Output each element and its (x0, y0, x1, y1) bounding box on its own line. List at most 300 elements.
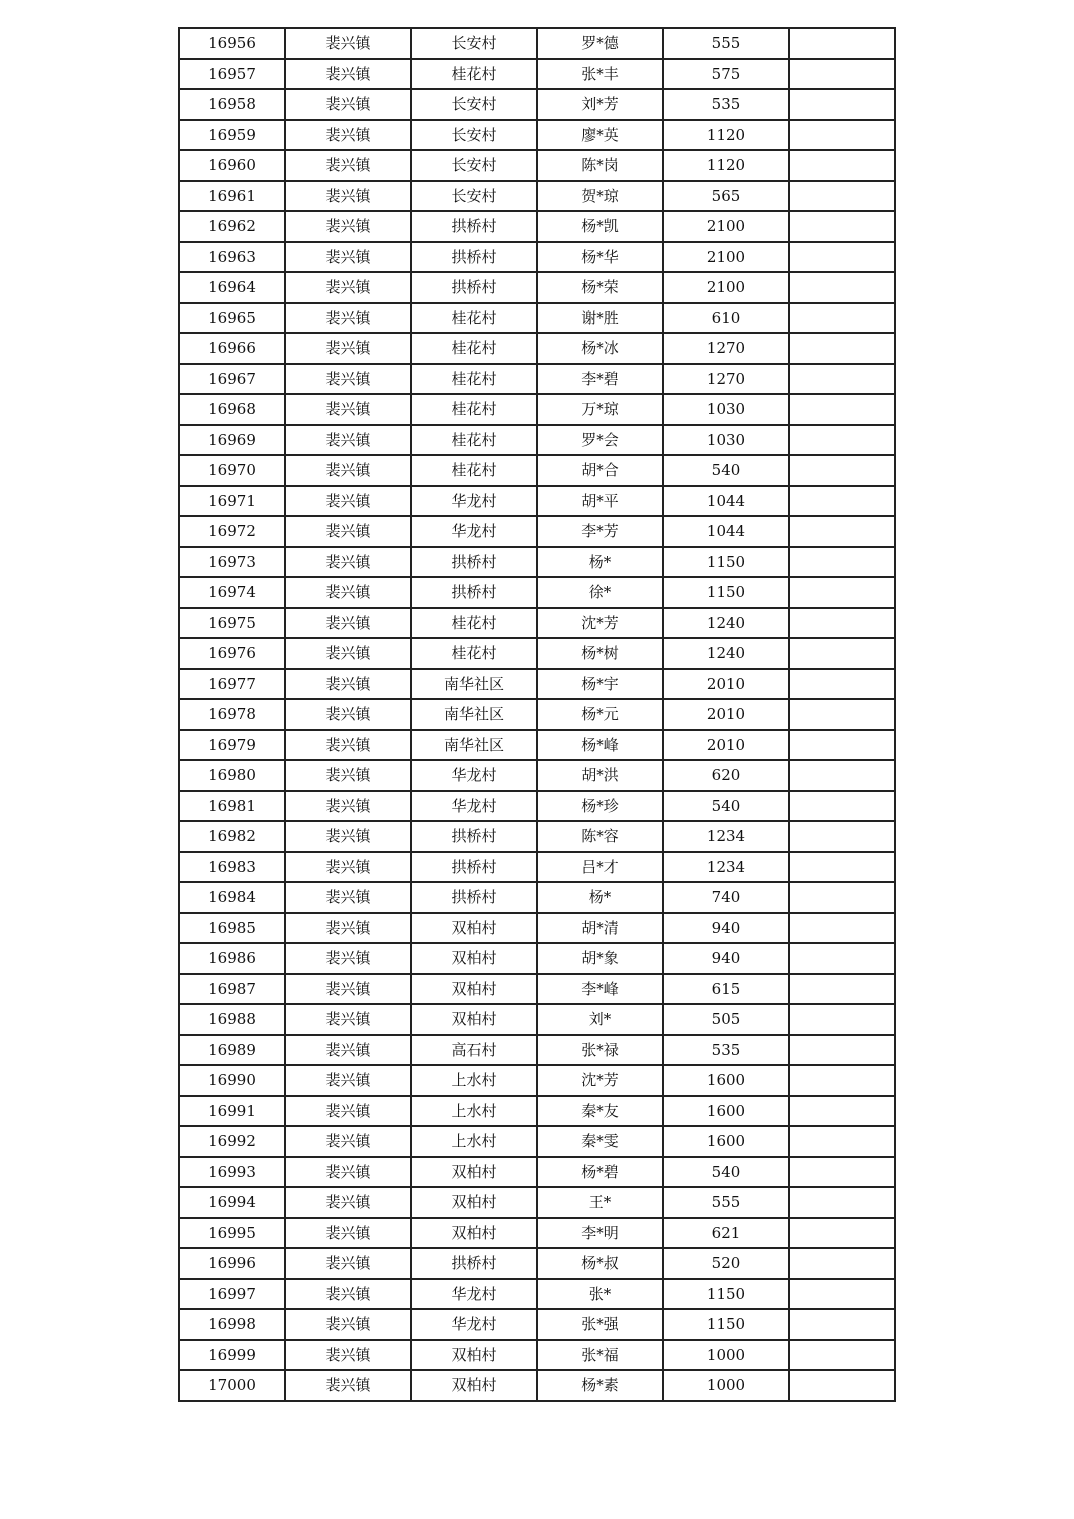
serial-number-cell: 16999 (179, 1340, 285, 1371)
village-cell: 桂花村 (411, 303, 537, 334)
serial-number-cell: 16992 (179, 1126, 285, 1157)
village-cell: 华龙村 (411, 760, 537, 791)
name-cell: 罗*德 (537, 28, 663, 59)
town-cell: 裴兴镇 (285, 1065, 411, 1096)
town-cell: 裴兴镇 (285, 730, 411, 761)
table-row (179, 120, 895, 151)
serial-number-cell: 16979 (179, 730, 285, 761)
village-cell: 桂花村 (411, 608, 537, 639)
table-row (179, 1004, 895, 1035)
name-cell: 杨*冰 (537, 333, 663, 364)
town-cell: 裴兴镇 (285, 272, 411, 303)
name-cell: 罗*会 (537, 425, 663, 456)
table-row (179, 913, 895, 944)
name-cell: 刘*芳 (537, 89, 663, 120)
note-cell (789, 1065, 895, 1096)
note-cell (789, 791, 895, 822)
table-row (179, 608, 895, 639)
village-cell: 桂花村 (411, 364, 537, 395)
amount-cell: 540 (663, 791, 789, 822)
note-cell (789, 821, 895, 852)
village-cell: 拱桥村 (411, 272, 537, 303)
name-cell: 沈*芳 (537, 608, 663, 639)
village-cell: 南华社区 (411, 669, 537, 700)
table-row (179, 821, 895, 852)
amount-cell: 2010 (663, 699, 789, 730)
note-cell (789, 974, 895, 1005)
village-cell: 华龙村 (411, 791, 537, 822)
note-cell (789, 211, 895, 242)
amount-cell: 1600 (663, 1096, 789, 1127)
amount-cell: 1240 (663, 638, 789, 669)
town-cell: 裴兴镇 (285, 760, 411, 791)
note-cell (789, 852, 895, 883)
village-cell: 长安村 (411, 181, 537, 212)
table-row (179, 89, 895, 120)
serial-number-cell: 16967 (179, 364, 285, 395)
name-cell: 李*碧 (537, 364, 663, 395)
name-cell: 秦*友 (537, 1096, 663, 1127)
amount-cell: 520 (663, 1248, 789, 1279)
serial-number-cell: 16997 (179, 1279, 285, 1310)
serial-number-cell: 16963 (179, 242, 285, 273)
town-cell: 裴兴镇 (285, 364, 411, 395)
name-cell: 杨*峰 (537, 730, 663, 761)
table-row (179, 974, 895, 1005)
table-row (179, 272, 895, 303)
town-cell: 裴兴镇 (285, 882, 411, 913)
village-cell: 桂花村 (411, 59, 537, 90)
town-cell: 裴兴镇 (285, 1096, 411, 1127)
note-cell (789, 364, 895, 395)
serial-number-cell: 17000 (179, 1370, 285, 1401)
village-cell: 长安村 (411, 150, 537, 181)
note-cell (789, 59, 895, 90)
serial-number-cell: 16956 (179, 28, 285, 59)
table-row (179, 1370, 895, 1401)
name-cell: 廖*英 (537, 120, 663, 151)
name-cell: 张*丰 (537, 59, 663, 90)
serial-number-cell: 16974 (179, 577, 285, 608)
name-cell: 谢*胜 (537, 303, 663, 334)
table-row (179, 852, 895, 883)
note-cell (789, 1370, 895, 1401)
note-cell (789, 1309, 895, 1340)
note-cell (789, 242, 895, 273)
table-row (179, 943, 895, 974)
amount-cell: 505 (663, 1004, 789, 1035)
serial-number-cell: 16985 (179, 913, 285, 944)
name-cell: 李*芳 (537, 516, 663, 547)
village-cell: 长安村 (411, 120, 537, 151)
name-cell: 杨*荣 (537, 272, 663, 303)
note-cell (789, 1187, 895, 1218)
table-row (179, 333, 895, 364)
name-cell: 胡*合 (537, 455, 663, 486)
town-cell: 裴兴镇 (285, 150, 411, 181)
serial-number-cell: 16971 (179, 486, 285, 517)
name-cell: 万*琼 (537, 394, 663, 425)
note-cell (789, 394, 895, 425)
note-cell (789, 1340, 895, 1371)
name-cell: 李*峰 (537, 974, 663, 1005)
town-cell: 裴兴镇 (285, 242, 411, 273)
table-row (179, 1126, 895, 1157)
name-cell: 杨*树 (537, 638, 663, 669)
name-cell: 胡*象 (537, 943, 663, 974)
amount-cell: 1270 (663, 333, 789, 364)
serial-number-cell: 16973 (179, 547, 285, 578)
note-cell (789, 303, 895, 334)
village-cell: 拱桥村 (411, 547, 537, 578)
name-cell: 沈*芳 (537, 1065, 663, 1096)
table-row (179, 547, 895, 578)
amount-cell: 1044 (663, 486, 789, 517)
note-cell (789, 882, 895, 913)
amount-cell: 615 (663, 974, 789, 1005)
serial-number-cell: 16965 (179, 303, 285, 334)
amount-cell: 1150 (663, 1279, 789, 1310)
table-row (179, 181, 895, 212)
village-cell: 桂花村 (411, 394, 537, 425)
note-cell (789, 486, 895, 517)
amount-cell: 940 (663, 943, 789, 974)
town-cell: 裴兴镇 (285, 1187, 411, 1218)
note-cell (789, 913, 895, 944)
name-cell: 秦*雯 (537, 1126, 663, 1157)
village-cell: 上水村 (411, 1126, 537, 1157)
table-row (179, 1218, 895, 1249)
village-cell: 华龙村 (411, 516, 537, 547)
town-cell: 裴兴镇 (285, 486, 411, 517)
table-row (179, 1340, 895, 1371)
note-cell (789, 333, 895, 364)
note-cell (789, 89, 895, 120)
table-row (179, 455, 895, 486)
serial-number-cell: 16994 (179, 1187, 285, 1218)
note-cell (789, 577, 895, 608)
serial-number-cell: 16975 (179, 608, 285, 639)
amount-cell: 555 (663, 1187, 789, 1218)
village-cell: 双柏村 (411, 974, 537, 1005)
amount-cell: 940 (663, 913, 789, 944)
village-cell: 双柏村 (411, 1218, 537, 1249)
village-cell: 桂花村 (411, 455, 537, 486)
name-cell: 杨*凯 (537, 211, 663, 242)
amount-cell: 540 (663, 455, 789, 486)
town-cell: 裴兴镇 (285, 699, 411, 730)
table-row (179, 425, 895, 456)
table-row (179, 486, 895, 517)
amount-cell: 540 (663, 1157, 789, 1188)
table-row (179, 303, 895, 334)
amount-cell: 1030 (663, 394, 789, 425)
village-cell: 拱桥村 (411, 852, 537, 883)
amount-cell: 1150 (663, 547, 789, 578)
amount-cell: 575 (663, 59, 789, 90)
name-cell: 杨*素 (537, 1370, 663, 1401)
table-row (179, 150, 895, 181)
amount-cell: 1234 (663, 821, 789, 852)
name-cell: 杨*宇 (537, 669, 663, 700)
village-cell: 高石村 (411, 1035, 537, 1066)
town-cell: 裴兴镇 (285, 1279, 411, 1310)
note-cell (789, 425, 895, 456)
serial-number-cell: 16984 (179, 882, 285, 913)
serial-number-cell: 16990 (179, 1065, 285, 1096)
name-cell: 徐* (537, 577, 663, 608)
note-cell (789, 1279, 895, 1310)
village-cell: 拱桥村 (411, 242, 537, 273)
note-cell (789, 1126, 895, 1157)
town-cell: 裴兴镇 (285, 1004, 411, 1035)
town-cell: 裴兴镇 (285, 943, 411, 974)
serial-number-cell: 16961 (179, 181, 285, 212)
table-row (179, 516, 895, 547)
roster-table (178, 27, 896, 1402)
amount-cell: 1000 (663, 1370, 789, 1401)
name-cell: 杨* (537, 882, 663, 913)
serial-number-cell: 16991 (179, 1096, 285, 1127)
note-cell (789, 547, 895, 578)
village-cell: 桂花村 (411, 425, 537, 456)
note-cell (789, 699, 895, 730)
name-cell: 吕*才 (537, 852, 663, 883)
serial-number-cell: 16972 (179, 516, 285, 547)
name-cell: 杨*华 (537, 242, 663, 273)
name-cell: 陈*岗 (537, 150, 663, 181)
serial-number-cell: 16976 (179, 638, 285, 669)
note-cell (789, 669, 895, 700)
table-row (179, 394, 895, 425)
table-row (179, 364, 895, 395)
serial-number-cell: 16978 (179, 699, 285, 730)
town-cell: 裴兴镇 (285, 852, 411, 883)
town-cell: 裴兴镇 (285, 974, 411, 1005)
table-row (179, 760, 895, 791)
note-cell (789, 516, 895, 547)
town-cell: 裴兴镇 (285, 638, 411, 669)
amount-cell: 565 (663, 181, 789, 212)
table-row (179, 1035, 895, 1066)
town-cell: 裴兴镇 (285, 1218, 411, 1249)
serial-number-cell: 16996 (179, 1248, 285, 1279)
amount-cell: 555 (663, 28, 789, 59)
amount-cell: 1120 (663, 120, 789, 151)
village-cell: 长安村 (411, 89, 537, 120)
village-cell: 拱桥村 (411, 577, 537, 608)
village-cell: 长安村 (411, 28, 537, 59)
town-cell: 裴兴镇 (285, 1370, 411, 1401)
table-row (179, 730, 895, 761)
name-cell: 胡*平 (537, 486, 663, 517)
town-cell: 裴兴镇 (285, 181, 411, 212)
village-cell: 双柏村 (411, 1370, 537, 1401)
amount-cell: 610 (663, 303, 789, 334)
village-cell: 双柏村 (411, 913, 537, 944)
note-cell (789, 943, 895, 974)
roster-table-body (179, 28, 895, 1401)
name-cell: 贺*琼 (537, 181, 663, 212)
amount-cell: 1600 (663, 1065, 789, 1096)
table-row (179, 1279, 895, 1310)
note-cell (789, 730, 895, 761)
note-cell (789, 608, 895, 639)
note-cell (789, 272, 895, 303)
serial-number-cell: 16988 (179, 1004, 285, 1035)
name-cell: 陈*容 (537, 821, 663, 852)
amount-cell: 2100 (663, 242, 789, 273)
name-cell: 杨* (537, 547, 663, 578)
name-cell: 杨*元 (537, 699, 663, 730)
note-cell (789, 120, 895, 151)
amount-cell: 1044 (663, 516, 789, 547)
table-row (179, 1065, 895, 1096)
village-cell: 华龙村 (411, 486, 537, 517)
table-row (179, 1187, 895, 1218)
note-cell (789, 1218, 895, 1249)
table-row (179, 791, 895, 822)
amount-cell: 2100 (663, 272, 789, 303)
table-row (179, 1157, 895, 1188)
town-cell: 裴兴镇 (285, 1157, 411, 1188)
town-cell: 裴兴镇 (285, 303, 411, 334)
amount-cell: 535 (663, 1035, 789, 1066)
note-cell (789, 181, 895, 212)
town-cell: 裴兴镇 (285, 1340, 411, 1371)
table-row (179, 211, 895, 242)
town-cell: 裴兴镇 (285, 669, 411, 700)
serial-number-cell: 16962 (179, 211, 285, 242)
serial-number-cell: 16995 (179, 1218, 285, 1249)
amount-cell: 1150 (663, 577, 789, 608)
town-cell: 裴兴镇 (285, 455, 411, 486)
amount-cell: 740 (663, 882, 789, 913)
amount-cell: 1234 (663, 852, 789, 883)
village-cell: 双柏村 (411, 943, 537, 974)
amount-cell: 620 (663, 760, 789, 791)
serial-number-cell: 16998 (179, 1309, 285, 1340)
name-cell: 刘* (537, 1004, 663, 1035)
note-cell (789, 1096, 895, 1127)
table-row (179, 699, 895, 730)
serial-number-cell: 16966 (179, 333, 285, 364)
table-row (179, 669, 895, 700)
serial-number-cell: 16960 (179, 150, 285, 181)
town-cell: 裴兴镇 (285, 791, 411, 822)
serial-number-cell: 16968 (179, 394, 285, 425)
town-cell: 裴兴镇 (285, 821, 411, 852)
table-row (179, 1309, 895, 1340)
serial-number-cell: 16993 (179, 1157, 285, 1188)
serial-number-cell: 16980 (179, 760, 285, 791)
note-cell (789, 760, 895, 791)
name-cell: 杨*叔 (537, 1248, 663, 1279)
town-cell: 裴兴镇 (285, 1309, 411, 1340)
village-cell: 双柏村 (411, 1187, 537, 1218)
town-cell: 裴兴镇 (285, 608, 411, 639)
village-cell: 上水村 (411, 1096, 537, 1127)
serial-number-cell: 16958 (179, 89, 285, 120)
name-cell: 杨*碧 (537, 1157, 663, 1188)
village-cell: 拱桥村 (411, 211, 537, 242)
serial-number-cell: 16964 (179, 272, 285, 303)
amount-cell: 1120 (663, 150, 789, 181)
note-cell (789, 28, 895, 59)
table-row (179, 577, 895, 608)
town-cell: 裴兴镇 (285, 1126, 411, 1157)
table-row (179, 882, 895, 913)
village-cell: 双柏村 (411, 1004, 537, 1035)
table-row (179, 59, 895, 90)
table-row (179, 242, 895, 273)
village-cell: 桂花村 (411, 638, 537, 669)
table-row (179, 1096, 895, 1127)
amount-cell: 2100 (663, 211, 789, 242)
village-cell: 双柏村 (411, 1340, 537, 1371)
town-cell: 裴兴镇 (285, 59, 411, 90)
name-cell: 李*明 (537, 1218, 663, 1249)
amount-cell: 1000 (663, 1340, 789, 1371)
amount-cell: 1600 (663, 1126, 789, 1157)
name-cell: 胡*清 (537, 913, 663, 944)
village-cell: 南华社区 (411, 699, 537, 730)
note-cell (789, 150, 895, 181)
amount-cell: 535 (663, 89, 789, 120)
name-cell: 张*福 (537, 1340, 663, 1371)
town-cell: 裴兴镇 (285, 333, 411, 364)
village-cell: 华龙村 (411, 1279, 537, 1310)
town-cell: 裴兴镇 (285, 120, 411, 151)
village-cell: 双柏村 (411, 1157, 537, 1188)
note-cell (789, 1248, 895, 1279)
name-cell: 王* (537, 1187, 663, 1218)
village-cell: 拱桥村 (411, 1248, 537, 1279)
name-cell: 张* (537, 1279, 663, 1310)
roster-sheet (178, 27, 896, 1402)
note-cell (789, 1004, 895, 1035)
amount-cell: 1030 (663, 425, 789, 456)
town-cell: 裴兴镇 (285, 425, 411, 456)
village-cell: 桂花村 (411, 333, 537, 364)
serial-number-cell: 16981 (179, 791, 285, 822)
town-cell: 裴兴镇 (285, 516, 411, 547)
note-cell (789, 1035, 895, 1066)
town-cell: 裴兴镇 (285, 1248, 411, 1279)
serial-number-cell: 16970 (179, 455, 285, 486)
serial-number-cell: 16987 (179, 974, 285, 1005)
town-cell: 裴兴镇 (285, 1035, 411, 1066)
amount-cell: 2010 (663, 669, 789, 700)
town-cell: 裴兴镇 (285, 28, 411, 59)
serial-number-cell: 16959 (179, 120, 285, 151)
note-cell (789, 455, 895, 486)
amount-cell: 1150 (663, 1309, 789, 1340)
name-cell: 张*禄 (537, 1035, 663, 1066)
name-cell: 胡*洪 (537, 760, 663, 791)
village-cell: 华龙村 (411, 1309, 537, 1340)
serial-number-cell: 16983 (179, 852, 285, 883)
serial-number-cell: 16986 (179, 943, 285, 974)
serial-number-cell: 16969 (179, 425, 285, 456)
amount-cell: 1240 (663, 608, 789, 639)
serial-number-cell: 16989 (179, 1035, 285, 1066)
amount-cell: 1270 (663, 364, 789, 395)
serial-number-cell: 16957 (179, 59, 285, 90)
table-row (179, 1248, 895, 1279)
town-cell: 裴兴镇 (285, 913, 411, 944)
serial-number-cell: 16982 (179, 821, 285, 852)
